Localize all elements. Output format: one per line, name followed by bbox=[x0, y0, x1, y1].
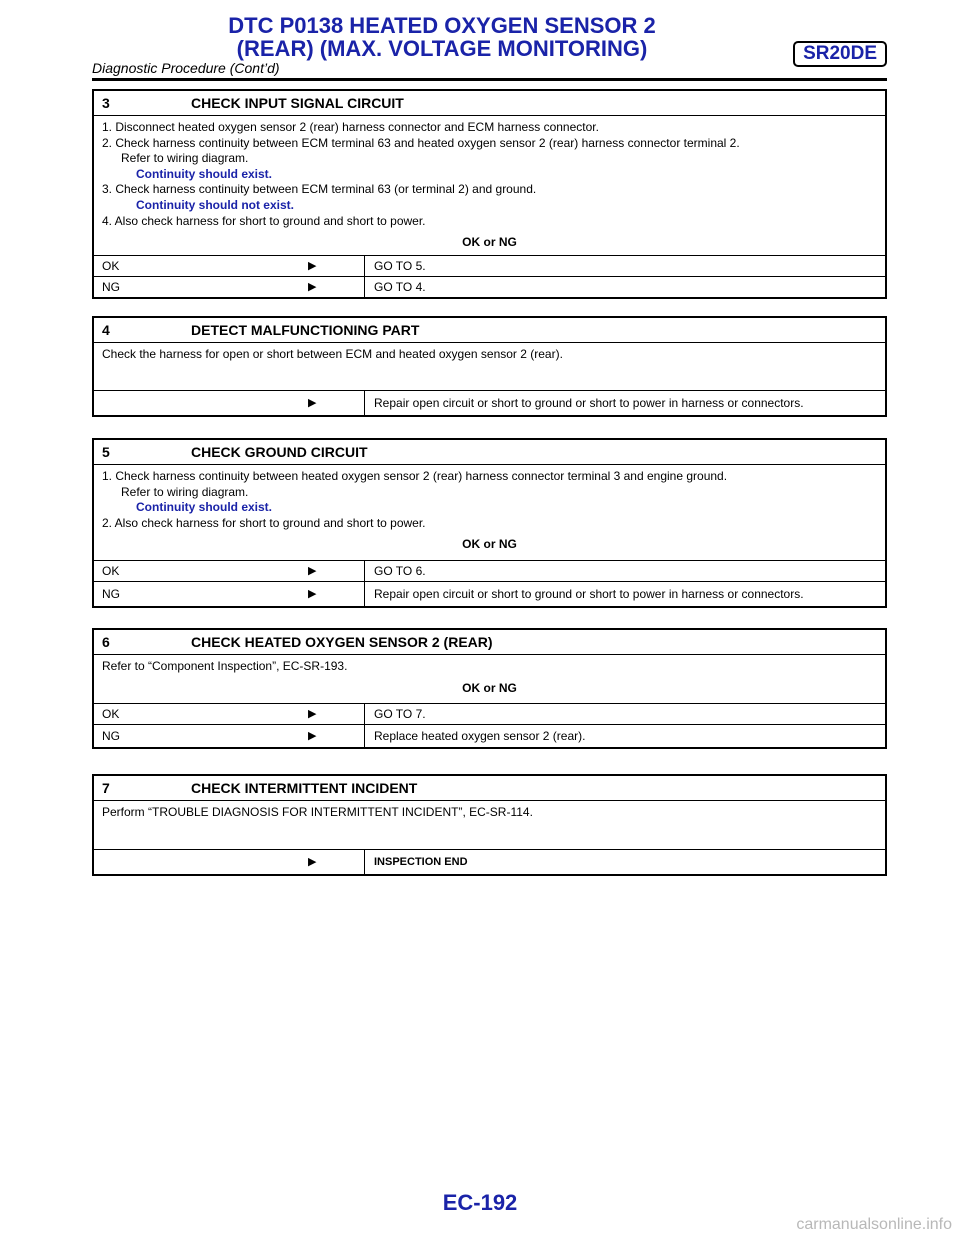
step-line: 3. Check harness continuity between ECM terminal 63 (or terminal 2) and ground. bbox=[102, 182, 537, 197]
section-title: CHECK INPUT SIGNAL CIRCUIT bbox=[191, 95, 404, 111]
section-body bbox=[94, 116, 885, 255]
ok-or-ng-label: OK or NG bbox=[462, 680, 517, 695]
page-number: EC-192 bbox=[442, 1190, 518, 1215]
result-row-ok bbox=[94, 703, 885, 724]
step-line: 4. Also check harness for short to ground and short to power. bbox=[102, 213, 426, 228]
page-subtitle: Diagnostic Procedure (Cont’d) bbox=[92, 60, 280, 76]
step-line: 1. Check harness continuity between heated oxygen sensor 2 (rear) harness connector terminal 3 and engine ground. bbox=[102, 469, 728, 483]
result-value: GO TO 5. bbox=[374, 259, 426, 273]
section-number: 4 bbox=[102, 322, 110, 338]
result-value: GO TO 4. bbox=[374, 280, 426, 294]
section-number: 6 bbox=[102, 634, 110, 650]
spec-line: Continuity should exist. bbox=[136, 500, 273, 515]
ok-or-ng-label: OK or NG bbox=[462, 235, 517, 250]
section-number: 3 bbox=[102, 95, 110, 111]
arrow-icon: ▶ bbox=[308, 260, 317, 272]
row-divider bbox=[364, 256, 365, 276]
result-value: GO TO 7. bbox=[374, 707, 426, 721]
result-row-ok bbox=[94, 560, 885, 581]
section-body bbox=[94, 655, 885, 703]
section-header bbox=[94, 318, 885, 343]
spec-line: Continuity should not exist. bbox=[136, 197, 294, 212]
step-line: Perform “TROUBLE DIAGNOSIS FOR INTERMITTENT INCIDENT”, EC-SR-114. bbox=[102, 805, 533, 819]
arrow-icon: ▶ bbox=[308, 397, 317, 409]
row-divider bbox=[364, 391, 365, 415]
row-divider bbox=[364, 850, 365, 874]
step-line: 2. Also check harness for short to ground and short to power. bbox=[102, 515, 426, 530]
result-row bbox=[94, 390, 885, 415]
page-title-line-2: (REAR) (MAX. VOLTAGE MONITORING) bbox=[236, 36, 648, 61]
result-value: INSPECTION END bbox=[374, 856, 468, 868]
section-body bbox=[94, 801, 885, 849]
section-title: CHECK GROUND CIRCUIT bbox=[191, 444, 368, 460]
page-header bbox=[92, 14, 887, 80]
result-row bbox=[94, 849, 885, 874]
row-divider bbox=[364, 704, 365, 724]
section-body bbox=[94, 465, 885, 560]
section-number: 5 bbox=[102, 444, 110, 460]
result-row-ok bbox=[94, 255, 885, 276]
section-title: DETECT MALFUNCTIONING PART bbox=[191, 322, 420, 338]
arrow-icon: ▶ bbox=[308, 856, 317, 868]
row-divider bbox=[364, 561, 365, 581]
arrow-icon: ▶ bbox=[308, 730, 317, 742]
section-7 bbox=[92, 774, 887, 876]
step-line: 1. Disconnect heated oxygen sensor 2 (rear) harness connector and ECM harness connector. bbox=[102, 120, 599, 134]
section-header bbox=[94, 630, 885, 655]
row-divider bbox=[364, 582, 365, 606]
result-row-ng bbox=[94, 276, 885, 297]
watermark: carmanualsonline.info bbox=[796, 1216, 952, 1233]
step-line: Refer to wiring diagram. bbox=[121, 484, 249, 499]
step-line: 2. Check harness continuity between ECM terminal 63 and heated oxygen sensor 2 (rear) harness connector terminal 2. bbox=[102, 135, 740, 150]
step-line: Refer to “Component Inspection”, EC-SR-193. bbox=[102, 659, 348, 673]
section-header bbox=[94, 776, 885, 801]
result-key: OK bbox=[102, 707, 120, 721]
ok-or-ng-label: OK or NG bbox=[462, 537, 517, 552]
section-title: CHECK HEATED OXYGEN SENSOR 2 (REAR) bbox=[191, 634, 493, 650]
row-divider bbox=[364, 725, 365, 747]
result-value: Repair open circuit or short to ground or short to power in harness or connectors. bbox=[374, 587, 804, 601]
arrow-icon: ▶ bbox=[308, 708, 317, 720]
section-5 bbox=[92, 438, 887, 608]
result-value: Repair open circuit or short to ground or short to power in harness or connectors. bbox=[374, 396, 804, 410]
result-key: OK bbox=[102, 259, 120, 273]
result-row-ng bbox=[94, 581, 885, 606]
result-value: Replace heated oxygen sensor 2 (rear). bbox=[374, 729, 586, 743]
spec-line: Continuity should exist. bbox=[136, 166, 273, 181]
header-rule bbox=[92, 78, 887, 81]
section-number: 7 bbox=[102, 780, 110, 796]
result-key: NG bbox=[102, 729, 120, 743]
section-header bbox=[94, 91, 885, 116]
section-4 bbox=[92, 316, 887, 417]
step-line: Refer to wiring diagram. bbox=[121, 151, 249, 166]
result-row-ng bbox=[94, 724, 885, 747]
section-title: CHECK INTERMITTENT INCIDENT bbox=[191, 780, 418, 796]
row-divider bbox=[364, 277, 365, 297]
result-value: GO TO 6. bbox=[374, 564, 426, 578]
model-badge: SR20DE bbox=[793, 41, 887, 67]
arrow-icon: ▶ bbox=[308, 588, 317, 600]
arrow-icon: ▶ bbox=[308, 565, 317, 577]
arrow-icon: ▶ bbox=[308, 281, 317, 293]
page-title-line-1: DTC P0138 HEATED OXYGEN SENSOR 2 bbox=[228, 13, 656, 38]
result-key: OK bbox=[102, 564, 120, 578]
section-3 bbox=[92, 89, 887, 299]
section-body bbox=[94, 343, 885, 390]
section-6 bbox=[92, 628, 887, 749]
result-key: NG bbox=[102, 587, 120, 601]
step-line: Check the harness for open or short between ECM and heated oxygen sensor 2 (rear). bbox=[102, 347, 563, 361]
section-header bbox=[94, 440, 885, 465]
result-key: NG bbox=[102, 280, 120, 294]
